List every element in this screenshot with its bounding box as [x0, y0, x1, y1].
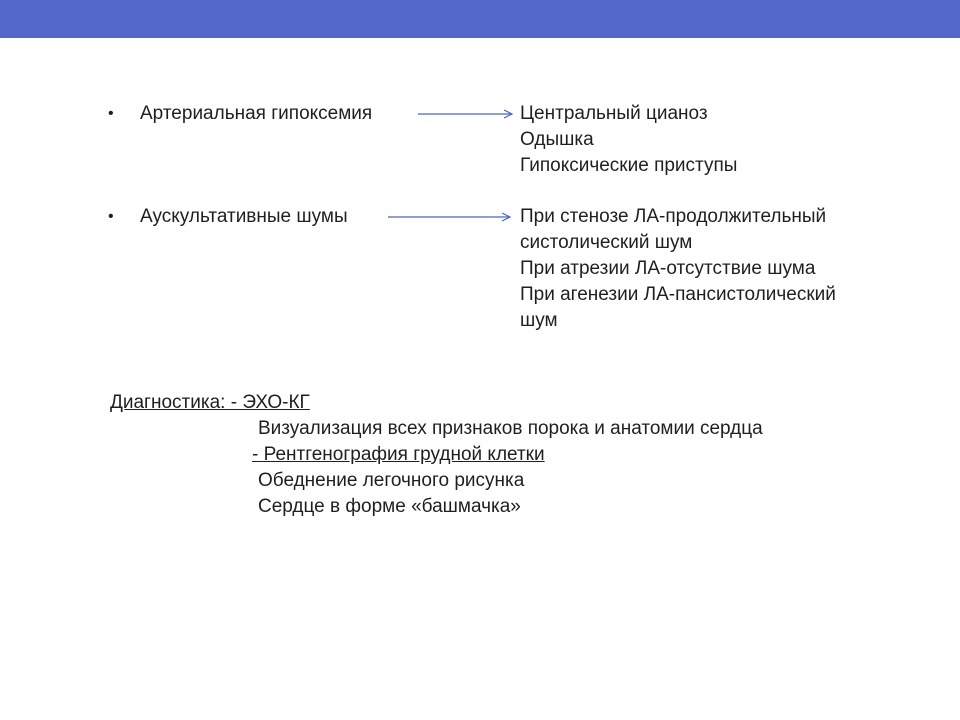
bullet: • [108, 208, 114, 225]
arrow-icon [418, 101, 518, 127]
bullet: • [108, 105, 114, 122]
effects-list [520, 204, 900, 334]
diagnostics-heading: Диагностика: - ЭХО-КГ [110, 392, 310, 413]
header-bar [0, 0, 960, 38]
xray-heading: - Рентгенография грудной клетки [252, 444, 545, 465]
xray-finding: Сердце в форме «башмачка» [258, 496, 521, 517]
effect-item: При агенезии ЛА-пансистолический [520, 284, 836, 305]
effect-item: Одышка [520, 129, 594, 150]
effect-item: шум [520, 310, 558, 331]
diagnostics-section [110, 390, 910, 520]
effect-item: При атрезии ЛА-отсутствие шума [520, 258, 816, 279]
effect-item: систолический шум [520, 232, 693, 253]
effect-item: Центральный цианоз [520, 103, 708, 124]
effect-item: Гипоксические приступы [520, 155, 738, 176]
effect-item: При стенозе ЛА-продолжительный [520, 206, 827, 227]
arrow-icon [388, 204, 516, 230]
xray-finding: Обеднение легочного рисунка [258, 470, 525, 491]
echo-finding: Визуализация всех признаков порока и анатомии сердца [258, 418, 763, 439]
symptom-label: Артериальная гипоксемия [140, 103, 373, 124]
symptom-label: Аускультативные шумы [140, 206, 348, 227]
effects-list [520, 101, 900, 179]
